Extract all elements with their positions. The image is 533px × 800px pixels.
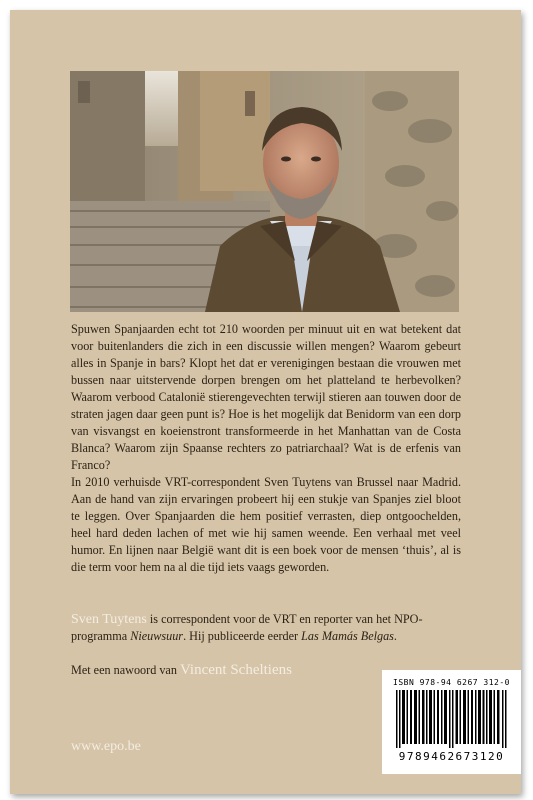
isbn-label: ISBN 978-94 6267 312-0 [393,678,510,687]
author-name: Sven Tuytens [71,612,147,627]
book-back-cover [10,10,521,794]
blurb-paragraph-1: Spuwen Spanjaarden echt tot 210 woorden per minuut uit en wat betekent dat voor buitenlanders die zich in een discussie willen mengen? Waarom gebeurt alles in Spanje in bars? Klopt het dat er verenigingen bestaan die vrouwen met bussen naar uitstervende dorpen brengen om het platteland te herbevolken? Waarom verbood Catalonië stierengevechten terwijl stieren aan touwen door de straten jagen daar geen punt is? Hoe is het mogelijk dat Benidorm van een dorp van visvangst en koeienstront transformeerde in het Manhattan van de Costa Blanca? Waarom zijn Spaanse rechters zo patriarchaal? Wat is de erfenis van Franco? [71,322,461,472]
afterword-credit [71,662,292,679]
blurb-text [71,321,461,576]
author-photo-illustration [70,71,459,312]
publisher-website[interactable]: www.epo.be [71,739,141,754]
author-bio [71,611,463,645]
barcode-number: 9789462673120 [398,750,505,763]
afterword-author: Vincent Scheltiens [179,662,292,678]
bio-text-1: is correspondent voor de VRT en reporter van het NPO-programma [71,612,423,643]
bio-text-end: . [393,629,397,643]
blurb-paragraph-2: In 2010 verhuisde VRT-correspondent Sven Tuytens van Brussel naar Madrid. Aan de hand van zijn ervaringen probeert hij een stukje van Spanjes ziel bloot te leggen. Over Spanjaarden die hem positief verrasten, diep ontgoochelden, heel hard deden lachen of met wie hij samen weende. Een verhaal met veel humor. En lijnen naar België want dit is een boek voor de mensen ‘thuis’, al is die term voor hem na al die tijd iets vaags geworden. [71,475,461,574]
author-photo [70,71,459,312]
program-name: Nieuwsuur [130,629,184,643]
bio-text-2: . Hij publiceerde eerder [183,629,302,643]
previous-book-title: Las Mamás Belgas [301,629,394,643]
isbn-barcode [382,670,521,774]
barcode-icon [396,690,507,748]
afterword-prefix: Met een nawoord van [71,663,180,677]
